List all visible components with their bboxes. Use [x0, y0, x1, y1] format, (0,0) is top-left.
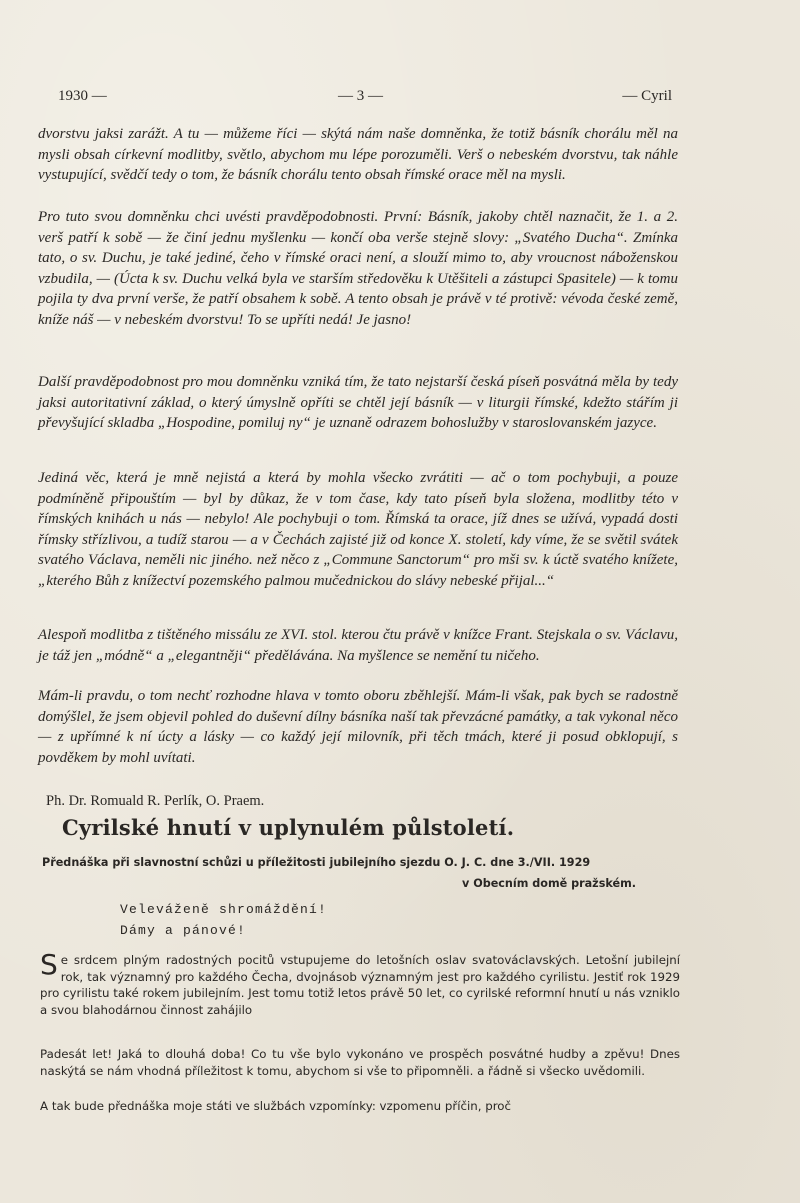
author-signature: Ph. Dr. Romuald R. Perlík, O. Praem.: [46, 793, 265, 809]
paragraph-5: Alespoň modlitba z tištěného missálu ze XVI. stol. kterou čtu právě v knížce Frant. Stejskala o sv. Václavu, je táž jen „módně“ a „elegantněji“ předělávána. Na myšlence se nemění tu ničeho.: [38, 627, 678, 664]
paragraph-1: dvorstvu jaksi zarážt. A tu — můžeme říci — skýtá nám naše domněnka, že totiž básník chorálu měl na mysli obsah církevní modlitby, světlo, abychom mu lépe porozuměli. Verš o nebeském dvorstvu, tak náhle vystupující, svědčí tedy o tom, že básník chorálu tento obsah římské orace měl na mysli.: [38, 126, 678, 183]
article-paragraph-1: [40, 948, 680, 1018]
page-header: [58, 88, 672, 112]
journal-name: — Cyril: [622, 88, 672, 104]
paragraph-4: Jediná věc, která je mně nejistá a která by mohla všecko zvrátiti — ač o tom pochybuji, a pouze podmíněně připouštím — byl by důkaz, že v tom čase, kdy tato píseň byla složena, modlitby této v římských knihách u nás — nebylo! Ale pochybuji o tom. Římská ta orace, jíž dnes se užívá, vypadá dosti římsky střízlivou, a tudíž starou — a v Čechách zajisté již od konce X. století, kdy víme, že se světil svátek svatého Václava, neměli nic jiného. než něco z „Commune Sanctorum“ pro mši sv. k úctě svatého knížete, „kterého Bůh z knížectví pozemského palmou mučednickou do slávy nebeské přijal...“: [38, 470, 678, 589]
article-title: Cyrilské hnutí v uplynulém půlstoletí.: [62, 815, 515, 840]
article-subtitle-line-1: Přednáška při slavnostní schůzi u příležitosti jubilejního sjezdu O. J. C. dne 3./VII. 1929: [42, 856, 591, 869]
page-number: — 3 —: [338, 88, 383, 104]
paragraph-3: Další pravděpodobnost pro mou domněnku vzniká tím, že tato nejstarší česká píseň posvátná měla by tedy jaksi autoritativní základ, o který úmyslně opříti se chtěl její básník — v liturgii římské, kdežto stářím ji převyšující skladba „Hospodine, pomiluj ny“ je uznaně odrazem bohoslužby v staroslovanském jazyce.: [38, 374, 678, 431]
header-year: 1930 —: [58, 88, 107, 104]
paragraph-2: Pro tuto svou domněnku chci uvésti pravděpodobnosti. První: Básník, jakoby chtěl naznačit, že 1. a 2. verš patří k sobě — že činí jednu myšlenku — končí oba verše stejně slovy: „Svatého Ducha“. Zmínka tato, o sv. Duchu, je také jediné, čeho v římské oraci není, a slouží mimo to, aby vroucnost náboženskou vzbudila, — (Úcta k sv. Duchu velká byla ve starším středověku k Utěšiteli a zástupci Spasitele) — k tomu pojila ty dva první verše, že patří obsahem k sobě. A tento obsah je právě v té protivě: vévoda české země, kníže náš — v nebeském dvorstvu! To se upříti nedá! Je jasno!: [38, 209, 678, 328]
drop-cap: S: [40, 948, 58, 981]
article-subtitle-line-2: v Obecním domě pražském.: [462, 877, 636, 890]
salutation-ladies-gentlemen: Dámy a pánové!: [120, 923, 247, 938]
salutation-assembly: Veleváženě shromáždění!: [120, 902, 328, 917]
article-paragraph-1-text: e srdcem plným radostných pocitů vstupujeme do letošních oslav svatováclavských. Letošní jubilejní rok, tak významný pro každého Čecha, dvojnásob významným jest pro každého cyrilistu. Jestiť rok 1929 pro cyrilistu také rokem jubilejním. Jest tomu totiž letos právě 50 let, co cyrilské reformní hnutí u nás vzniklo a svou blahodárnou činnost zahájilo: [40, 953, 680, 1017]
paragraph-6: Mám-li pravdu, o tom nechť rozhodne hlava v tomto oboru zběhlejší. Mám-li však, pak bych se radostně domýšlel, že jsem objevil pohled do duševní dílny básníka naší tak převzácné památky, a tak vykonal něco — z upřímné k ní úcty a lásky — co každý její milovník, při těch tmách, které ji posud obklopují, s povděkem by mohl uvítati.: [38, 688, 678, 766]
article-paragraph-3: A tak bude přednáška moje státi ve službách vzpomínky: vzpomenu příčin, proč: [40, 1099, 512, 1113]
article-paragraph-2: Padesát let! Jaká to dlouhá doba! Co tu vše bylo vykonáno ve prospěch posvátné hudby a zpěvu! Dnes naskýtá se nám vhodná příležitost k tomu, abychom si vše to připomněli. a řádně si všecko uvědomili.: [40, 1047, 680, 1078]
